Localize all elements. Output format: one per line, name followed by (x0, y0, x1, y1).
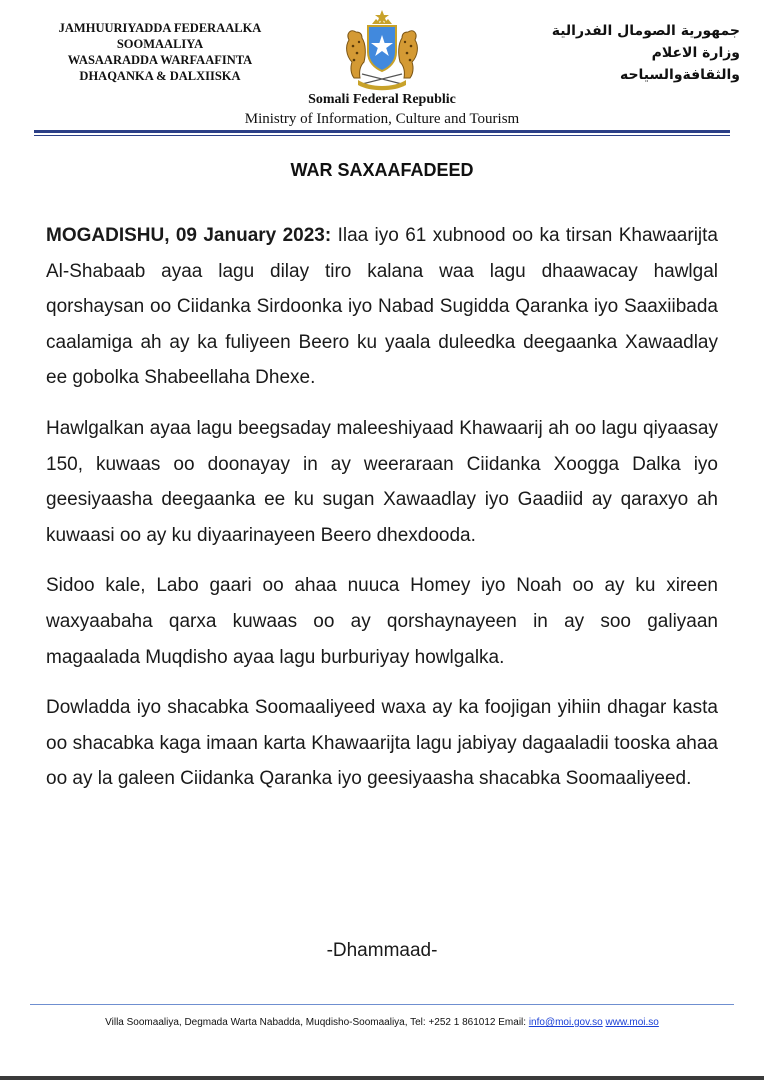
paragraph-4: Dowladda iyo shacabka Soomaaliyeed waxa ay ka foojigan yihiin dhagar kasta oo shacabka kaga imaan karta Khawaarijta lagu jabiyay dagaaladii tooska ahaa oo ay la galeen Ciidanka Qaranka iyo geesiyaasha shacabka Soomaaliyeed. (46, 697, 718, 790)
paragraph-2: Hawlgalkan ayaa lagu beegsaday maleeshiyaad Khawaarij ah oo lagu qiyaasay 150, kuwaas oo doonayay in ay weeraraan Ciidanka Xoogga Dalka iyo geesiyaasha deegaanka ee ku sugan Xawaadlay iyo Gaadiid ay qaraxyo ah kuwaasi oo ay ku diyaarinayeen Beero dhexdooda. (46, 417, 718, 546)
coat-of-arms-icon (332, 8, 432, 92)
header-divider-thin (34, 135, 730, 136)
letterhead-republic-name: Somali Federal Republic (308, 92, 456, 107)
letterhead-arabic (500, 20, 740, 86)
footer-email-link[interactable]: info@moi.gov.so (528, 1017, 603, 1028)
letterhead-somali-line: SOOMAALIYA (116, 37, 204, 51)
footer-website-link[interactable]: www.moi.so (605, 1017, 659, 1028)
letterhead-somali-line: DHAQANKA & DALXIISKA (79, 69, 241, 83)
dateline: MOGADISHU, 09 January 2023: (46, 225, 332, 246)
paragraph-3: Sidoo kale, Labo gaari oo ahaa nuuca Homey iyo Noah oo ay ku xireen waxyaabaha qarxa kuwaas oo ay qorshaynayeen in ay soo galiyaan magaalada Muqdisho ayaa lagu burburiyay howlgalka. (46, 575, 718, 668)
paragraph-1-text: Ilaa iyo 61 xubnood oo ka tirsan Khawaarijta Al-Shabaab ayaa lagu dilay tiro kalana waa lagu dhaawacay hawlgal qorshaysan oo Ciidanka Sirdoonka iyo Nabad Sugidda Qaranka iyo Saaxiibada caalamiga ah ay ka fuliyeen Beero ku yaala duleedka deegaanka Xawaadlay ee gobolka Shabeellaha Dhexe. (46, 225, 718, 389)
page-bottom-edge (0, 1076, 764, 1080)
letterhead-ministry-name: Ministry of Information, Culture and Tourism (244, 111, 520, 127)
header-divider (34, 130, 730, 133)
letterhead-somali (32, 20, 288, 84)
document-title: WAR SAXAAFADEED (290, 160, 474, 180)
letterhead-arabic-line: والثقافةوالسياحه (619, 67, 740, 83)
footer-divider (30, 1004, 734, 1005)
letterhead-arabic-line: جمهورية الصومال الفدرالية (551, 23, 740, 39)
footer-address: Villa Soomaaliya, Degmada Warta Nabadda, Muqdisho-Soomaaliya, Tel: +252 1 861012 Email: (105, 1017, 527, 1028)
paragraph-1 (46, 218, 718, 396)
closing-mark: -Dhammaad- (326, 940, 438, 961)
press-release-body (46, 218, 718, 812)
letterhead-somali-line: WASAARADDA WARFAAFINTA (67, 53, 253, 67)
footer (0, 1017, 764, 1028)
letterhead-somali-line: JAMHUURIYADDA FEDERAALKA (58, 21, 262, 35)
letterhead-arabic-line: وزارة الاعلام (651, 45, 740, 61)
